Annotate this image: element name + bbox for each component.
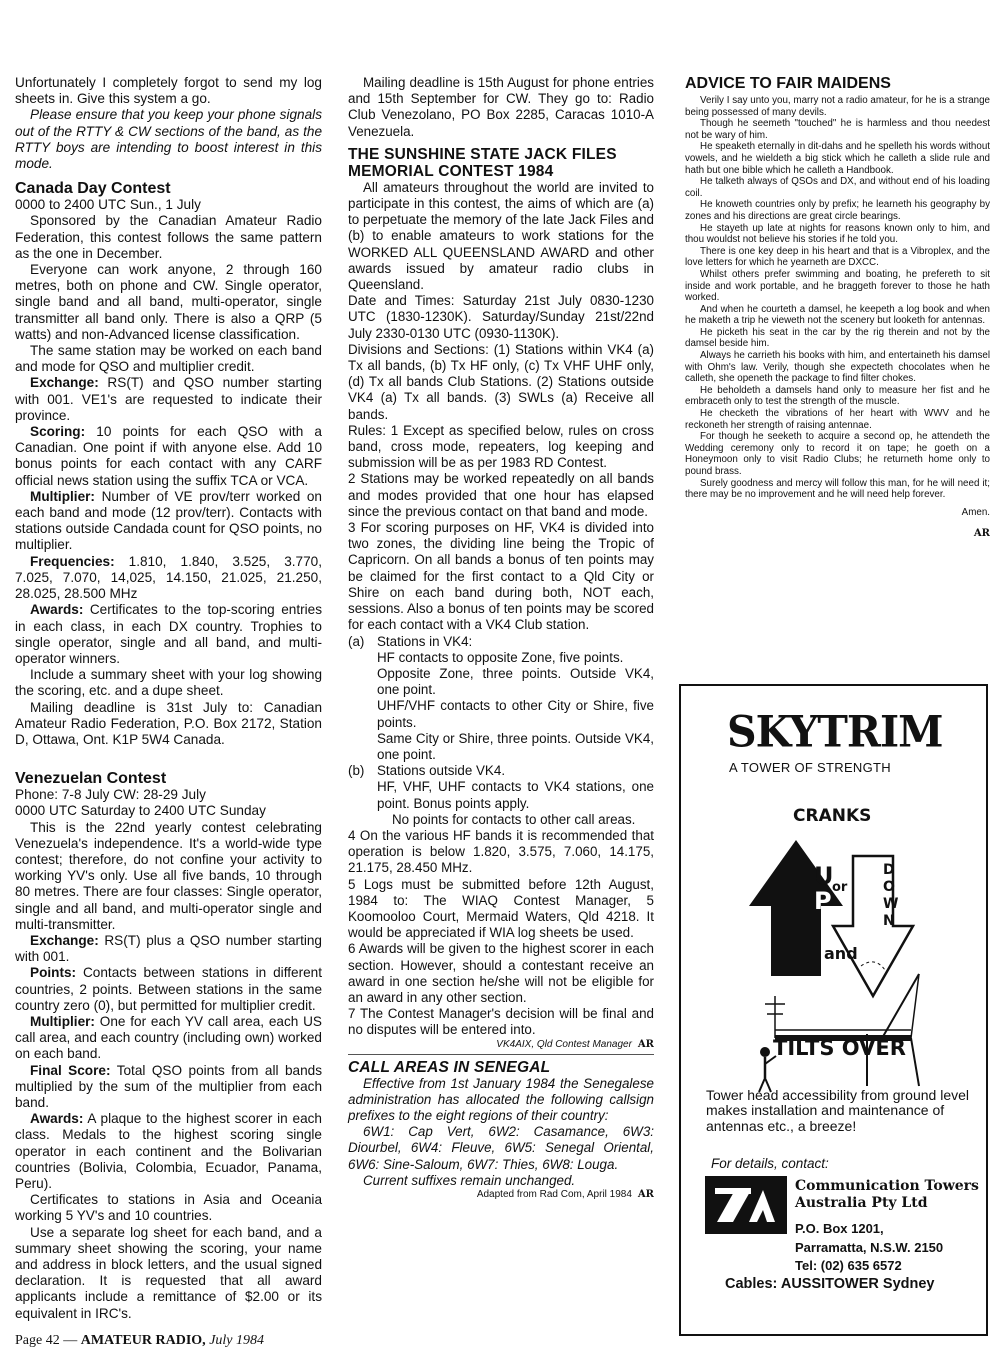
text: RS(T) plus a QSO number starting with 001. — [15, 932, 322, 965]
advice-paragraph: He knoweth countries only by prefix; he learneth his geography by zones and his directions are great circle bearings. — [685, 199, 990, 222]
sunshine-subitem: HF contacts to opposite Zone, five points. — [377, 649, 624, 665]
ar-mark: AR — [973, 528, 990, 540]
advice-paragraph: He picketh his seat in the car by the rig therein and not by the damsel beside him. — [685, 326, 990, 350]
text: Certificates to the top-scoring entries in each class, in each DX country. Trophies to single operator, single and all band, and multi-operator winners. — [15, 602, 322, 666]
canada-para: Include a summary sheet with your log showing the scoring, etc. and a dupe sheet. — [15, 667, 322, 699]
venezuela-para: Use a separate log sheet for each band, and a summary sheet showing the scoring, your name and address in block letters, and the usual signed declaration. It is requested that all award applicants include a remittance of $2.00 or its equivalent in IRC's. — [15, 1224, 322, 1321]
advice-paragraph: He talketh always of QSOs and DX, and without end of his loading coil. — [685, 176, 990, 199]
item-label: (a) — [348, 633, 365, 649]
ar-mark: AR — [637, 1038, 654, 1050]
signature-text: VK4AIX, Qld Contest Manager — [496, 1038, 632, 1050]
text: 10 points for each QSO with a Canadian. One point if with anyone else. Add 10 bonus points for each contact with any CARF official news station using the suffix TCA or VCA. — [15, 424, 322, 488]
advice-paragraph: And when he courteth a damsel, he keepeth a log book and when he maketh a trip he vieweth not the scenery but looketh for antennas. — [685, 303, 990, 327]
company-logo-icon — [705, 1176, 787, 1234]
and-text: and — [824, 944, 858, 963]
canada-multiplier — [15, 489, 322, 554]
advice-paragraph: He stayeth up late at nights for reasons known only to him, and thou wouldst not believe his stories if he told you. — [685, 222, 990, 246]
brand-logo: SKYTRIM — [727, 706, 943, 758]
text: 1.810, 1.840, 3.525, 3.770, 7.025, 7.070, 14,025, 14.150, 21.025, 21.250, 28.025, 28.500 MHz — [15, 553, 322, 602]
down-letter: N — [883, 913, 895, 929]
tilts-over-text: TILTS OVER — [773, 1036, 906, 1060]
venezuela-para: This is the 22nd yearly contest celebrating Venezuela's independence. It's a world-wide type contest; therefore, do not confine your activity to working YV's only. Use all five bands, 10 through 80 metres. There are four classes: Single operator, single and all band, and multi-operator single and multi-transmitter. — [15, 819, 322, 932]
venezuela-final-score — [15, 1063, 322, 1112]
intro-note: Please ensure that you keep your phone signals out of the RTTY & CW sections of the band, as the RTTY boys are intending to boost interest in this mode. — [15, 107, 322, 172]
column-3 — [685, 75, 990, 540]
label: Multiplier: — [30, 488, 95, 504]
label: Frequencies: — [30, 553, 115, 569]
brand-tagline: A TOWER OF STRENGTH — [729, 760, 891, 775]
advice-ar — [685, 528, 990, 540]
label: Final Score: — [30, 1062, 111, 1078]
advice-amen: Amen. — [961, 506, 990, 518]
skytrim-advertisement — [679, 684, 988, 1336]
page-number: Page 42 — — [15, 1333, 81, 1348]
sunshine-rule: Rules: 1 Except as specified below, rules on cross band, cross mode, repeaters, log keeping and submission will be as per 1983 RD Contest. — [348, 422, 654, 471]
address-line: Parramatta, N.S.W. 2150 — [795, 1239, 944, 1255]
magazine-name: AMATEUR RADIO, — [80, 1333, 206, 1348]
sunshine-para: All amateurs throughout the world are invited to participate in this contest, the aims of which are (a) to perpetuate the memory of the late Jack Files and (b) to enable amateurs to work stations for the WORKED ALL QUEENSLAND AWARD and other awards issued by amateur radio clubs in Queensland. — [348, 179, 654, 293]
text: Number of VE prov/terr worked on each band and mode (12 prov/terr). Contacts with stations outside Candada count for QSO points, no multiplier. — [15, 488, 322, 553]
advice-paragraph: He speaketh eternally in dit-dahs and he spelleth his words without vowels, and he wieldeth a big stick which he calleth a slide rule and hath but one bible which he calleth a Handbook. — [685, 141, 990, 176]
advice-paragraph: Surely goodness and mercy will follow this man, for he will need it; there may be no improvement and he will need help forever. — [685, 477, 990, 501]
advice-heading: ADVICE TO FAIR MAIDENS — [685, 75, 891, 92]
sunshine-subitem: No points for contacts to other call areas. — [392, 811, 636, 827]
item-text: Stations in VK4: — [377, 633, 473, 649]
senegal-para: Current suffixes remain unchanged. — [363, 1172, 576, 1188]
sunshine-rule: 5 Logs must be submitted before 12th August, 1984 to: The WIAQ Contest Manager, 5 Koomooloo Court, Mermaid Waters, Qld 4218. It would be appreciated if WIA log sheets be used. — [348, 876, 654, 941]
label: Awards: — [30, 1111, 84, 1127]
advice-body — [685, 95, 990, 501]
advice-paragraph: He beholdeth a damsels hand only to measure her fist and he embraceth only to test the strength of the muscle. — [685, 384, 990, 408]
venezuela-awards — [15, 1111, 322, 1192]
advice-paragraph: For though he seeketh to acquire a second op, he attendeth the Wedding ceremony only to record it on tape; he goeth on a Honeymoon only to visit Radio Clubs; he returneth home only to pound brass. — [685, 431, 990, 477]
venezuela-when: Phone: 7-8 July CW: 28-29 July — [15, 787, 206, 803]
text: A plaque to the highest scorer in each class. Medals to the highest scoring single operator in each continent and the Bolivarian countries (Bolivia, Colombia, Ecuador, Panama, Peru). — [15, 1111, 322, 1191]
company-address — [795, 1220, 943, 1276]
label: Awards: — [30, 602, 84, 618]
sunshine-signature — [348, 1039, 654, 1050]
canada-mailing: Mailing deadline is 31st July to: Canadian Amateur Radio Federation, P.O. Box 2172, Station D, Ottawa, Ont. K1P 5W4 Canada. — [15, 699, 322, 747]
text: Total QSO points from all bands multiplied by the sum of the multiplier from each band. — [15, 1062, 322, 1110]
up-letter: U — [814, 862, 834, 890]
text: Contacts between stations in different countries, 2 points. Between stations in the same country zero (0), but permitted for multiplier credit. — [15, 965, 322, 1013]
item-label: (b) — [348, 763, 365, 779]
advice-paragraph: Always he carrieth his books with him, and entertaineth his damsel with Ohm's law. Verily, though she expecteth chocolates when he calleth, she openeth the package to find filter chokes. — [685, 350, 990, 385]
label: Exchange: — [30, 375, 99, 391]
company-line: Australia Pty Ltd — [795, 1195, 928, 1211]
venezuela-heading: Venezuelan Contest — [15, 770, 167, 788]
venezuela-para: Certificates to stations in Asia and Oceania working 5 YV's and 10 countries. — [15, 1192, 322, 1224]
ad-body-text: Tower head accessibility from ground level makes installation and maintenance of antennas etc., a breeze! — [706, 1087, 970, 1134]
sunshine-heading — [348, 146, 654, 180]
venezuela-exchange — [15, 933, 322, 965]
canada-para: The same station may be worked on each band and mode for QSO and multiplier credit. — [15, 343, 322, 375]
address-line: P.O. Box 1201, — [795, 1221, 884, 1236]
senegal-heading: CALL AREAS IN SENEGAL — [348, 1058, 551, 1076]
sunshine-dates: Date and Times: Saturday 21st July 0830-1230 UTC (1830-1230K). Saturday/Sunday 21st/22nd July 2330-0130 UTC (0930-1130K). — [348, 293, 654, 341]
advice-paragraph: He checketh the vibrations of her heart with WWV and he reckoneth her strength of raising antennae. — [685, 408, 990, 431]
intro-text: Unfortunately I completely forgot to send my log sheets in. Give this system a go. — [15, 75, 322, 107]
down-letter: W — [883, 896, 899, 912]
down-letter: O — [883, 879, 895, 895]
sunshine-rule: 2 Stations may be worked repeatedly on all bands and modes provided that one hour has elapsed since the previous contact on that band and mode. — [348, 471, 654, 519]
down-letter: D — [883, 862, 895, 878]
venezuela-when: 0000 UTC Saturday to 2400 UTC Sunday — [15, 803, 266, 819]
company-line: Communication Towers — [795, 1178, 979, 1194]
advice-paragraph: Verily I say unto you, marry not a radio amateur, for he is a strange being possessed of many devils. — [685, 95, 990, 118]
advice-paragraph: Whilst others prefer swimming and boating, he prefereth to sit inside and work portable, and he braggeth forever to those he hath worked. — [685, 268, 990, 304]
text: RS(T) and QSO number starting with 001. VE1's are requested to indicate their province. — [15, 375, 322, 423]
sunshine-rule: 7 The Contest Manager's decision will be final and no disputes will be entered into. — [348, 1006, 654, 1038]
cables-address: Cables: AUSSITOWER Sydney — [725, 1276, 935, 1292]
sunshine-subitem: HF, VHF, UHF contacts to VK4 stations, one point. Bonus points apply. — [377, 779, 654, 811]
company-name — [795, 1178, 979, 1212]
venezuela-mailing: Mailing deadline is 15th August for phone entries and 15th September for CW. They go to: Radio Club Venezolano, PO Box 2285, Caracas 1010-A Venezuela. — [348, 75, 654, 139]
canada-scoring — [15, 424, 322, 489]
sunshine-item-a — [348, 634, 654, 650]
sunshine-divisions: Divisions and Sections: (1) Stations within VK4 (a) Tx all bands, (b) Tx HF only, (c) Tx VHF UHF only, (d) Tx all bands Club Stations. (2) Stations outside VK4 (a) Tx all bands. (3) SWLs (a) Receive all bands. — [348, 341, 654, 422]
advice-paragraph: There is one key deep in his heart and that is a Vibroplex, and the love letters for which he yearneth are DXCC. — [685, 245, 990, 269]
column-1 — [15, 75, 322, 1322]
down-arrow-icon — [833, 856, 913, 996]
or-text: or — [832, 880, 848, 895]
issue-date: July 1984 — [205, 1333, 265, 1348]
canada-exchange — [15, 375, 322, 424]
heading-line: MEMORIAL CONTEST 1984 — [348, 162, 554, 180]
ar-mark: AR — [637, 1189, 654, 1200]
sunshine-rule: 6 Awards will be given to the highest scorer in each section. However, should a contestant receive an award in one section he/she will not be eligible for an award in any other section. — [348, 941, 654, 1005]
up-letter: P — [814, 887, 832, 915]
sunshine-item-b — [348, 763, 654, 779]
heading-line: THE SUNSHINE STATE JACK FILES — [348, 145, 617, 163]
label: Scoring: — [30, 424, 86, 440]
text: One for each YV call area, each US call area, and each country (including own) worked on each band. — [15, 1013, 322, 1062]
cranks-text: CRANKS — [793, 806, 872, 826]
venezuela-points — [15, 965, 322, 1014]
label: Multiplier: — [30, 1013, 95, 1029]
senegal-prefixes: 6W1: Cap Vert, 6W2: Casamance, 6W3: Diourbel, 6W4: Fleuve, 6W5: Senegal Oriental, 6W6: Sine-Saloum, 6W7: Thies, 6W8: Louga. — [348, 1124, 654, 1172]
canada-para: Sponsored by the Canadian Amateur Radio Federation, this contest follows the same pattern as the one in December. — [15, 213, 322, 261]
label: Points: — [30, 965, 77, 981]
sunshine-subitem: Same City or Shire, three points. Outside VK4, one point. — [377, 730, 654, 762]
advice-paragraph: Though he seemeth "touched" he is harmless and thou needest not be wary of him. — [685, 118, 990, 141]
senegal-source — [348, 1189, 654, 1200]
sunshine-rule: 3 For scoring purposes on HF, VK4 is divided into two zones, the dividing line being the Tropic of Capricorn. On all bands a bonus of ten points may be claimed for the first contact to a Qld City or Shire on each band during both, NOT each, sessions. Also a bonus of ten points may be scored for each contact with a VK4 Club station. — [348, 520, 654, 633]
column-2 — [348, 75, 654, 1200]
label: Exchange: — [30, 932, 99, 948]
canada-awards — [15, 602, 322, 667]
sunshine-subitem: Opposite Zone, three points. Outside VK4, one point. — [377, 665, 654, 698]
senegal-para: Effective from 1st January 1984 the Senegalese administration has allocated the following callsign prefixes to the eight regions of their country: — [348, 1075, 654, 1123]
canada-para: Everyone can work anyone, 2 through 160 metres, both on phone and CW. Single operator, single band and all band, multi-operator, single transmitter all band only. There is also a QRP (5 watts) and non-Advanced license classification. — [15, 262, 322, 342]
canada-frequencies — [15, 554, 322, 603]
venezuela-multiplier — [15, 1014, 322, 1063]
sunshine-subitem: UHF/VHF contacts to other City or Shire, five points. — [377, 698, 654, 730]
page-footer — [15, 1333, 264, 1349]
source-text: Adapted from Rad Com, April 1984 — [476, 1189, 632, 1200]
canada-heading: Canada Day Contest — [15, 180, 171, 198]
item-text: Stations outside VK4. — [377, 763, 506, 779]
details-text: For details, contact: — [711, 1156, 829, 1171]
telephone: Tel: (02) 635 6572 — [795, 1258, 902, 1273]
canada-when: 0000 to 2400 UTC Sun., 1 July — [15, 197, 201, 213]
tower-drawing-icon — [759, 962, 919, 1092]
sunshine-rule: 4 On the various HF bands it is recommended that operation is below 1.820, 3.575, 7.060, 14.175, 21.175, 28.450 MHz. — [348, 827, 654, 876]
